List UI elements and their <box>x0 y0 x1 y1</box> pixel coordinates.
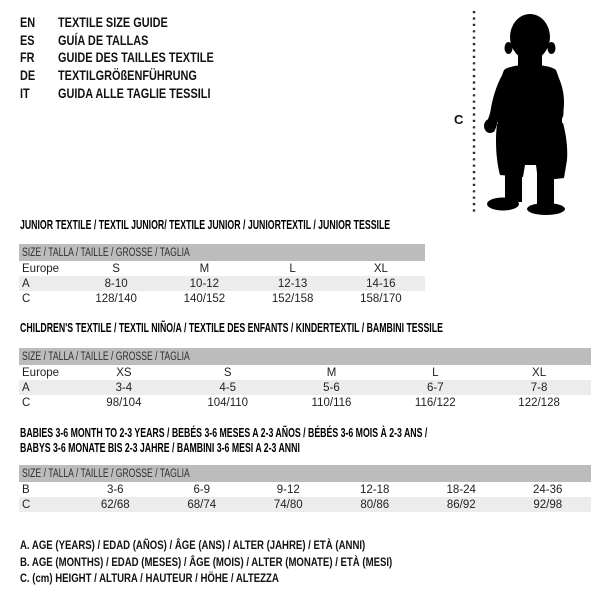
table-cell: 18-24 <box>446 483 476 496</box>
table-cell: 6-9 <box>193 483 211 496</box>
table-cell: 3-6 <box>106 483 124 496</box>
language-row-fr <box>20 48 258 66</box>
row-label: C <box>22 292 31 305</box>
row-label: C <box>22 396 31 409</box>
size-header-label: SIZE / TALLA / TAILLE / GRÖSSE / TAGLIA <box>22 246 190 259</box>
language-label: GUIDA ALLE TAGLIE TESSILI <box>58 84 211 101</box>
junior-size-table <box>19 244 425 306</box>
size-header-band-row <box>19 244 425 261</box>
column-header: XS <box>116 366 132 379</box>
size-header-label: SIZE / TALLA / TAILLE / GRÖSSE / TAGLIA <box>22 467 190 480</box>
babies-title-line2: BABYS 3-6 MONATE BIS 2-3 JAHRE / BAMBINI 3-6 MESI A 2-3 ANNI <box>20 441 300 455</box>
column-header: S <box>223 366 232 379</box>
table-cell: 10-12 <box>160 276 248 291</box>
language-label: GUÍA DE TALLAS <box>58 31 149 48</box>
baby-silhouette-icon <box>484 14 567 215</box>
table-cell: 74/80 <box>245 497 332 512</box>
table-row-europe <box>19 365 591 380</box>
junior-section-title: JUNIOR TEXTILE / TEXTIL JUNIOR/ TEXTILE JUNIOR / JUNIORTEXTIL / JUNIOR TESSILE <box>20 218 391 232</box>
table-cell: 14-16 <box>337 276 425 291</box>
table-row-height <box>19 395 591 410</box>
footnote-b: B. AGE (MONTHS) / EDAD (MESES) / ÂGE (MOIS) / ALTER (MONATE) / ETÀ (MESI) <box>20 554 393 569</box>
row-label: C <box>19 497 72 512</box>
column-header: L <box>289 262 296 275</box>
language-row-es <box>20 31 258 49</box>
table-cell: 98/104 <box>106 396 142 409</box>
table-row-height <box>19 497 591 512</box>
row-label: Europe <box>22 366 60 379</box>
table-cell: 12-13 <box>249 276 337 291</box>
size-header-label: SIZE / TALLA / TAILLE / GRÖSSE / TAGLIA <box>22 350 190 363</box>
row-label: B <box>22 483 30 496</box>
table-cell: 3-4 <box>72 380 176 395</box>
language-label: TEXTILGRÖßENFÜHRUNG <box>58 66 197 83</box>
table-cell: 8-10 <box>72 276 160 291</box>
table-cell: 68/74 <box>159 497 246 512</box>
table-cell: 140/152 <box>183 292 226 305</box>
language-title-list <box>20 13 258 101</box>
column-header: M <box>199 262 210 275</box>
table-row-height <box>19 291 425 306</box>
table-cell: 110/116 <box>311 396 352 409</box>
language-code: IT <box>20 84 30 101</box>
table-cell: 80/86 <box>332 497 419 512</box>
children-section-title: CHILDREN'S TEXTILE / TEXTIL NIÑO/A / TEXTILE DES ENFANTS / KINDERTEXTIL / BAMBINI TESSILE <box>20 321 443 335</box>
language-label: GUIDE DES TAILLES TEXTILE <box>58 49 214 66</box>
table-cell: 92/98 <box>505 497 592 512</box>
language-row-de <box>20 66 258 84</box>
row-label: A <box>19 276 72 291</box>
table-cell: 152/158 <box>271 292 314 305</box>
table-row-age <box>19 380 591 395</box>
baby-figure <box>450 4 595 216</box>
table-cell: 12-18 <box>360 483 390 496</box>
table-cell: 4-5 <box>176 380 280 395</box>
table-cell: 122/128 <box>518 396 560 409</box>
language-code: EN <box>20 13 36 30</box>
column-header: M <box>326 366 337 379</box>
table-cell: 128/140 <box>95 292 137 305</box>
language-row-en <box>20 13 258 31</box>
table-row-europe <box>19 261 425 276</box>
size-header-band-row <box>19 348 591 365</box>
babies-section-title <box>20 426 427 456</box>
language-code: ES <box>20 31 35 48</box>
row-label: Europe <box>22 262 60 275</box>
table-cell: 104/110 <box>207 396 249 409</box>
table-row-age <box>19 276 425 291</box>
table-cell: 62/68 <box>72 497 159 512</box>
height-measure-label: C <box>454 112 464 127</box>
table-cell: 6-7 <box>383 380 487 395</box>
babies-title-line1: BABIES 3-6 MONTH TO 2-3 YEARS / BEBÉS 3-6 MESES A 2-3 AÑOS / BÉBÉS 3-6 MOIS À 2-3 ANS / <box>20 426 428 440</box>
table-cell: 158/170 <box>360 292 402 305</box>
table-cell: 5-6 <box>280 380 384 395</box>
size-header-band <box>19 465 591 482</box>
language-code: FR <box>20 49 35 66</box>
children-size-table <box>19 348 591 410</box>
table-cell: 116/122 <box>414 396 456 409</box>
column-header: L <box>432 366 439 379</box>
table-cell: 86/92 <box>418 497 505 512</box>
footnote-a: A. AGE (YEARS) / EDAD (AÑOS) / ÂGE (ANS) / ALTER (JAHRE) / ETÀ (ANNI) <box>20 538 366 552</box>
size-header-band <box>19 348 591 365</box>
column-header: XL <box>532 366 547 379</box>
size-header-band <box>19 244 425 261</box>
table-cell: 7-8 <box>487 380 591 395</box>
language-label: TEXTILE SIZE GUIDE <box>58 13 168 30</box>
babies-size-table <box>19 465 591 512</box>
footnote-legend <box>20 537 392 587</box>
row-label: A <box>19 380 72 395</box>
footnote-c: C. (cm) HEIGHT / ALTURA / HAUTEUR / HÖHE / ALTEZZA <box>20 571 279 585</box>
table-cell: 9-12 <box>276 483 300 496</box>
column-header: XL <box>373 262 388 275</box>
size-header-band-row <box>19 465 591 482</box>
language-code: DE <box>20 66 36 83</box>
column-header: S <box>112 262 120 275</box>
table-cell: 24-36 <box>533 483 563 496</box>
table-row-age-months <box>19 482 591 497</box>
language-row-it <box>20 84 258 102</box>
